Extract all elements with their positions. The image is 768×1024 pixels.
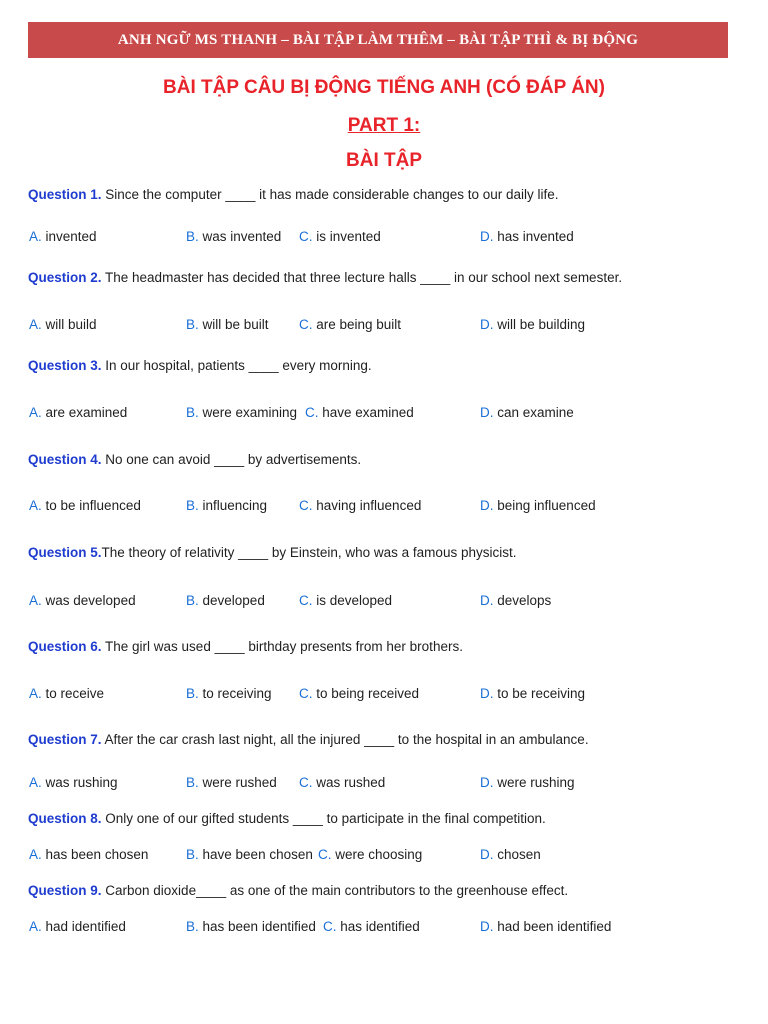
option-c: C. to being received bbox=[299, 686, 420, 701]
option-d: D. to be receiving bbox=[480, 686, 586, 701]
option-c: C. has identified bbox=[323, 919, 420, 934]
question-label: Question 9. bbox=[28, 883, 102, 898]
option-c: C. have examined bbox=[305, 405, 414, 420]
question-label: Question 2. bbox=[28, 270, 102, 285]
question-label: Question 6. bbox=[28, 639, 102, 654]
option-c: C. is invented bbox=[299, 229, 381, 244]
question-label: Question 1. bbox=[28, 187, 102, 202]
question-label: Question 8. bbox=[28, 811, 102, 826]
option-d: D. had been identified bbox=[480, 919, 612, 934]
question-label: Question 3. bbox=[28, 358, 102, 373]
question-text: Carbon dioxide____ as one of the main contributors to the greenhouse effect. bbox=[101, 883, 569, 898]
page-title: BÀI TẬP CÂU BỊ ĐỘNG TIẾNG ANH (CÓ ĐÁP ÁN) bbox=[163, 77, 605, 98]
question-6 bbox=[28, 639, 463, 654]
question-label: Question 5. bbox=[28, 545, 102, 560]
question-5 bbox=[28, 545, 516, 560]
question-label: Question 7. bbox=[28, 732, 102, 747]
part-heading: PART 1: bbox=[347, 115, 421, 136]
options-9 bbox=[0, 919, 768, 937]
option-a: A. to be influenced bbox=[29, 498, 141, 513]
option-b: B. has been identified bbox=[186, 919, 316, 934]
options-2 bbox=[0, 317, 768, 335]
option-b: B. were examining bbox=[186, 405, 298, 420]
options-6 bbox=[0, 686, 768, 704]
options-8 bbox=[0, 847, 768, 865]
question-text: After the car crash last night, all the injured ____ to the hospital in an ambulance. bbox=[101, 732, 589, 747]
option-d: D. has invented bbox=[480, 229, 574, 244]
options-5 bbox=[0, 593, 768, 611]
question-4 bbox=[28, 452, 361, 467]
question-3 bbox=[28, 358, 372, 373]
option-a: A. was rushing bbox=[29, 775, 118, 790]
options-1 bbox=[0, 229, 768, 247]
option-a: A. had identified bbox=[29, 919, 126, 934]
question-text: The girl was used ____ birthday presents from her brothers. bbox=[101, 639, 463, 654]
option-c: C. were choosing bbox=[318, 847, 423, 862]
question-text: In our hospital, patients ____ every morning. bbox=[101, 358, 372, 373]
option-d: D. develops bbox=[480, 593, 552, 608]
question-9 bbox=[28, 883, 568, 898]
option-d: D. will be building bbox=[480, 317, 586, 332]
option-a: A. has been chosen bbox=[29, 847, 149, 862]
header-banner: ANH NGỮ MS THANH – BÀI TẬP LÀM THÊM – BÀI TẬP THÌ & BỊ ĐỘNG bbox=[28, 22, 728, 58]
option-d: D. were rushing bbox=[480, 775, 575, 790]
option-b: B. was invented bbox=[186, 229, 282, 244]
option-d: D. can examine bbox=[480, 405, 574, 420]
option-c: C. was rushed bbox=[299, 775, 386, 790]
option-d: D. being influenced bbox=[480, 498, 596, 513]
option-b: B. influencing bbox=[186, 498, 268, 513]
question-text: The theory of relativity ____ by Einstein, who was a famous physicist. bbox=[101, 545, 517, 560]
question-1 bbox=[28, 187, 559, 202]
option-a: A. invented bbox=[29, 229, 97, 244]
question-7 bbox=[28, 732, 589, 747]
option-b: B. were rushed bbox=[186, 775, 277, 790]
option-b: B. have been chosen bbox=[186, 847, 313, 862]
options-4 bbox=[0, 498, 768, 516]
option-a: A. to receive bbox=[29, 686, 105, 701]
option-d: D. chosen bbox=[480, 847, 541, 862]
question-text: No one can avoid ____ by advertisements. bbox=[101, 452, 362, 467]
question-8 bbox=[28, 811, 546, 826]
question-text: Since the computer ____ it has made considerable changes to our daily life. bbox=[101, 187, 559, 202]
option-a: A. will build bbox=[29, 317, 97, 332]
option-b: B. developed bbox=[186, 593, 265, 608]
option-b: B. to receiving bbox=[186, 686, 272, 701]
section-heading: BÀI TẬP bbox=[346, 150, 422, 171]
question-text: The headmaster has decided that three lecture halls ____ in our school next semester. bbox=[101, 270, 623, 285]
options-3 bbox=[0, 405, 768, 423]
options-7 bbox=[0, 775, 768, 793]
question-text: Only one of our gifted students ____ to participate in the final competition. bbox=[101, 811, 546, 826]
option-c: C. are being built bbox=[299, 317, 402, 332]
question-2 bbox=[28, 270, 622, 285]
option-c: C. having influenced bbox=[299, 498, 422, 513]
option-b: B. will be built bbox=[186, 317, 269, 332]
option-a: A. was developed bbox=[29, 593, 136, 608]
option-a: A. are examined bbox=[29, 405, 128, 420]
question-label: Question 4. bbox=[28, 452, 102, 467]
option-c: C. is developed bbox=[299, 593, 393, 608]
